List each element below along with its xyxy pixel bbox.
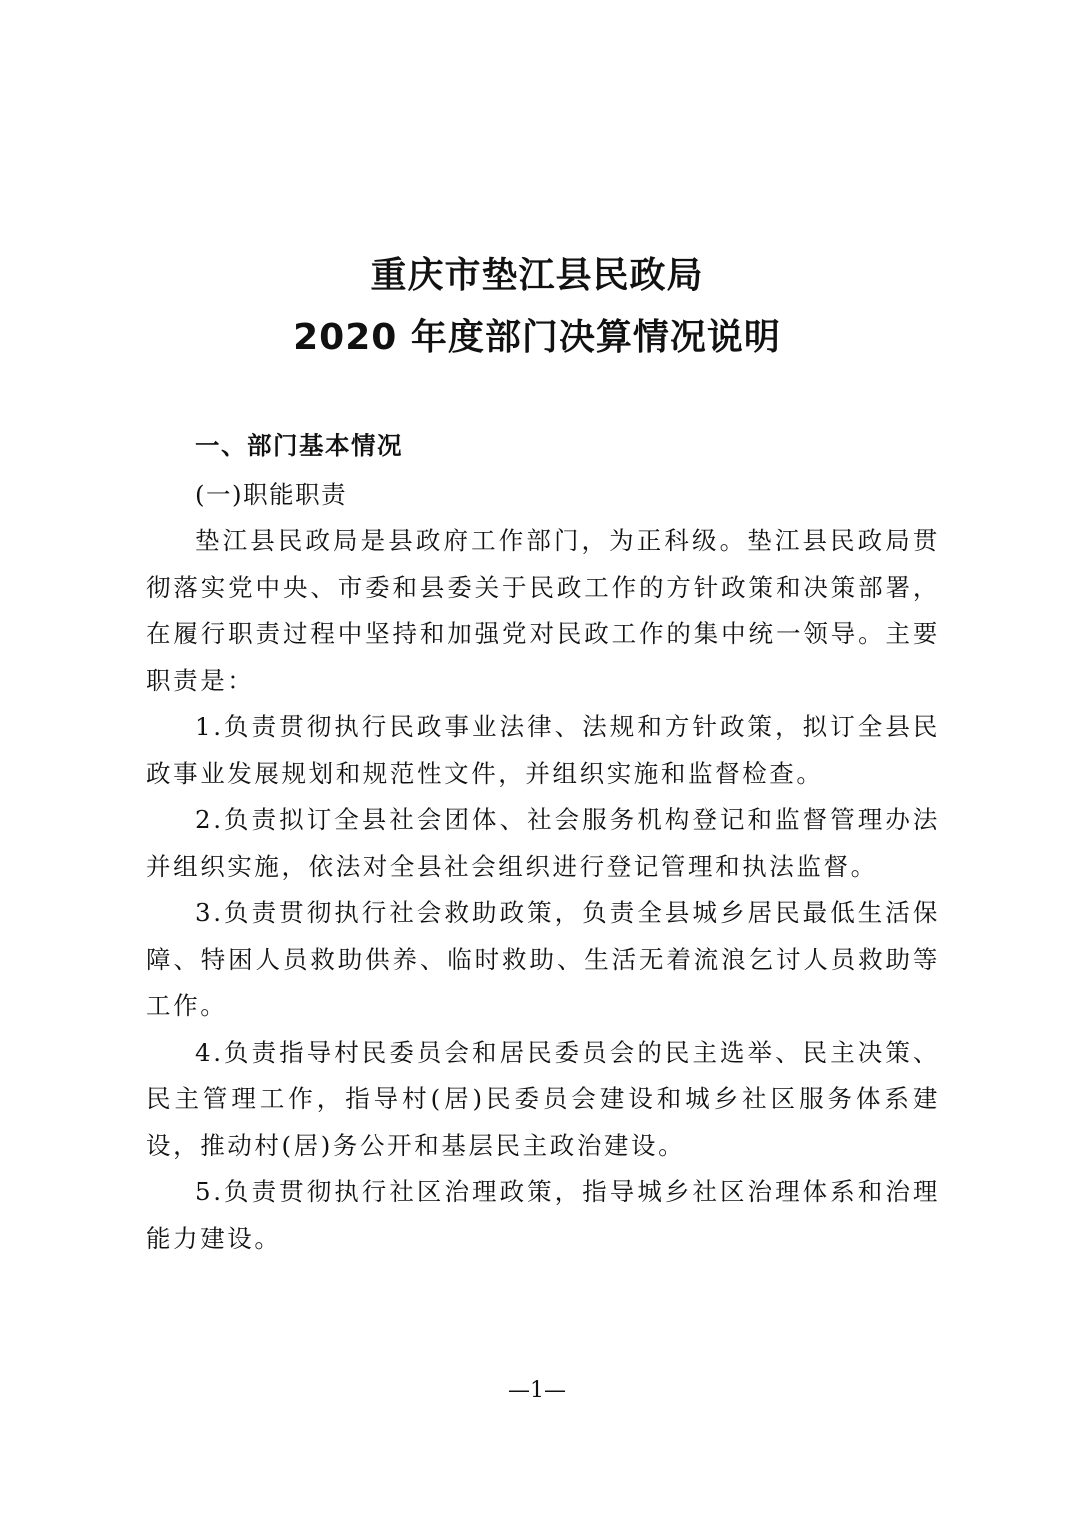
document-body [146,420,940,1262]
subsection-heading: (一)职能职责 [195,480,348,509]
page-number: —1— [508,1378,566,1403]
document-title-line2: 2020 年度部门决算情况说明 [293,317,781,358]
paragraph-duty-5: 5.负责贯彻执行社区治理政策，指导城乡社区治理体系和治理能力建设。 [146,1177,940,1253]
paragraph-duty-3: 3.负责贯彻执行社会救助政策，负责全县城乡居民最低生活保障、特困人员救助供养、临时救助、生活无着流浪乞讨人员救助等工作。 [146,898,940,1020]
section-heading: 一、部门基本情况 [195,431,403,460]
paragraph-intro: 垫江县民政局是县政府工作部门，为正科级。垫江县民政局贯彻落实党中央、市委和县委关于民政工作的方针政策和决策部署，在履行职责过程中坚持和加强党对民政工作的集中统一领导。主要职责是： [146,526,940,695]
paragraph-duty-1: 1.负责贯彻执行民政事业法律、法规和方针政策，拟订全县民政事业发展规划和规范性文件，并组织实施和监督检查。 [146,712,940,788]
paragraph-duty-4: 4.负责指导村民委员会和居民委员会的民主选举、民主决策、民主管理工作，指导村(居)民委员会建设和城乡社区服务体系建设，推动村(居)务公开和基层民主政治建设。 [146,1037,940,1160]
paragraph-duty-2: 2.负责拟订全县社会团体、社会服务机构登记和监督管理办法并组织实施，依法对全县社会组织进行登记管理和执法监督。 [146,805,940,881]
document-title-line1: 重庆市垫江县民政局 [370,255,704,296]
